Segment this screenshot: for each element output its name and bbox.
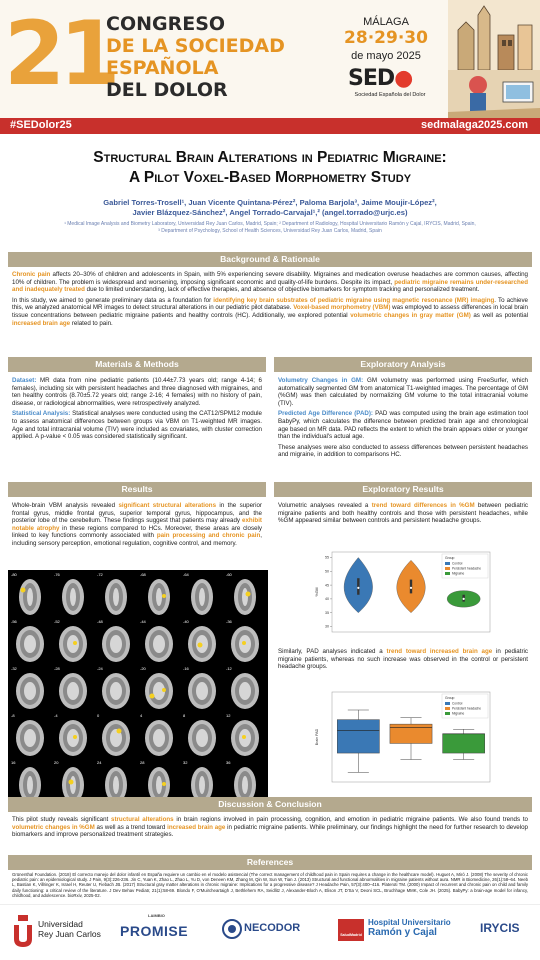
irycis-logo: IRYCIS [480,921,520,935]
exploratory-heading: Exploratory Analysis [274,357,532,372]
brain-slice [181,572,223,620]
brain-slice-image [95,572,137,618]
highlight: exhibit notable atrophy [12,517,262,532]
slice-label: -28 [54,666,60,671]
violin-median [463,598,465,600]
slice-label: -68 [140,572,146,577]
background-paragraph [12,271,528,294]
highlight: significant structural alterations [118,502,217,509]
keyword: Dataset: [12,377,37,384]
slice-label: -36 [226,619,232,624]
slice-label: 4 [140,713,143,718]
slice-label: -52 [54,619,60,624]
slice-label: -16 [183,666,189,671]
text-run: in these regions compared to HCs. Moreover, these areas are closely linked to key functions commonly associated with [12,524,262,540]
exploratory-text [278,377,528,459]
affiliation-line: ³ Department of Psychology, School of Health Sciences, Universidad Rey Juan Carlos, Madrid, Spain [158,227,382,234]
slice-label: -8 [11,713,15,718]
congress-line: DEL DOLOR [106,79,228,101]
brain-slice-image [52,666,94,712]
congress-line: ESPAÑOLA [106,57,219,79]
brain-slice [52,713,94,761]
background-text [12,271,528,327]
discussion-heading: Discussion & Conclusion [8,797,532,812]
slice-label: 28 [140,760,145,765]
authors [20,198,520,218]
text-run: Similarly, PAD analyses indicated a [278,648,387,655]
brain-slice [9,713,51,761]
box [443,734,485,753]
text-run: This pilot study reveals significant [12,816,112,823]
methods-paragraph [12,410,262,440]
text-run: related to pain. [70,319,113,327]
slice-label: -48 [97,619,103,624]
references-heading: References [8,855,532,870]
urjc-name [38,919,101,939]
hospital-name-line: Hospital Universitario [368,918,451,927]
y-tick-label: 30 [325,624,329,629]
y-axis-label: Brain PAD [315,728,319,746]
brain-slice-image [52,713,94,759]
box [337,720,379,753]
text-run: . To achieve this, we analyzed anatomical MR images to detect structural alterations in our pediatric pilot database. [12,296,528,312]
text-run: in pediatric migraine patients. While preliminary, our findings highlight the need for further research to develop biomarkers and improve personalized treatment strategies. [12,823,528,839]
urjc-crest-icon [12,915,34,949]
brain-slice-image [181,619,223,665]
methods-heading: Materials & Methods [8,357,266,372]
brain-slice-image [9,713,51,759]
brain-slice [95,666,137,714]
text-run: in brain regions involved in pain processing, cognition, and emotion in pediatric migraine patients. We also found trends to [173,816,528,823]
text-run: was employed to assess differences in local brain tissue concentrations between pediatric migraine patients and healthy controls (HC). Additionally, we explored potential [12,304,528,319]
sed-logo: SED● [348,66,413,91]
urjc-name-line: Rey Juan Carlos [38,929,101,939]
brain-slice [138,666,180,714]
hospital-name [368,918,451,938]
brain-slice-image [9,619,51,665]
brain-slice-image [181,713,223,759]
sed-subtitle: Sociedad Española del Dolor [354,92,426,98]
brain-slice-image [138,572,180,618]
text-run: MR data from nine pediatric patients (10.44±7.73 years old; range 4-14; 6 females), including six with persistent headaches and three diagnosed with migraines, and ten healthy controls (8.70±5.72 years old; range 2-16; 4 females) with no history of pain, disease, or radiological abnormalities, were retrospectively analyzed. [12,377,262,407]
legend-title: Group [445,556,455,560]
legend-swatch [445,712,450,715]
legend-swatch [445,702,450,705]
brain-slice-image [181,572,223,618]
poster-title [10,148,530,188]
slice-label: 8 [183,713,186,718]
violin-median [410,587,412,589]
brain-slice [224,713,266,761]
legend-label: Persistent headache [452,566,482,571]
brain-slice-image [224,713,266,759]
y-tick-label: 35 [325,610,329,615]
brain-slice-image [9,666,51,712]
laimbio-label: LAIMBIO [148,913,165,918]
website-link[interactable]: sedmalaga2025.com [420,119,528,131]
violin-iqr [410,580,412,594]
exp-results-text1 [278,502,528,525]
slice-label: -76 [54,572,60,577]
necodor-logo: NECODOR [244,922,301,934]
text-run: , including sensory perception, emotional regulation, cognitive control, and memory. [12,532,262,547]
keyword: Statistical Analysis: [12,410,71,418]
results-text [12,502,262,548]
highlight: Voxel-based morphometry (VBM) [293,304,391,312]
highlight: trend toward increased brain age [386,648,493,655]
urjc-name-line: Universidad [38,919,83,929]
methods-text [12,377,262,441]
highlight: increased brain age [167,823,226,831]
legend-swatch [445,562,450,565]
y-tick-label: 45 [325,583,329,588]
slice-label: -64 [183,572,189,577]
brain-slice [9,619,51,667]
legend-label: Migraine [452,711,465,716]
congress-city: MÁLAGA [363,16,409,28]
exploratory-paragraph [278,377,528,407]
hospital-name-line: Ramón y Cajal [368,927,437,938]
slice-label: -44 [140,619,146,624]
slice-label: -60 [226,572,232,577]
slice-label: 24 [97,760,102,765]
brain-slice [224,619,266,667]
brain-slice-image [138,619,180,665]
brain-slice [52,666,94,714]
highlight: pediatric migraine remains under-researched and inadequately treated [12,278,528,294]
congress-number: 21 [4,2,115,105]
text-run: as well as potential [470,311,529,319]
slice-label: 0 [97,713,100,718]
slice-label: -4 [54,713,58,718]
highlight: volumetric changes in gray matter (GM) [350,311,471,319]
slice-label: -40 [183,619,189,624]
background-paragraph [12,297,528,327]
slice-label: -72 [97,572,103,577]
brain-slice-image [138,666,180,712]
highlight: pain processing and chronic pain [156,532,261,540]
exp-results-heading: Exploratory Results [274,482,532,497]
malaga-illustration [448,0,540,118]
brain-slice-image [138,713,180,759]
box [390,724,432,743]
brain-slice [138,619,180,667]
brain-slice-image [224,666,266,712]
exp-results-paragraph [278,502,528,525]
results-heading: Results [8,482,266,497]
slice-label: 32 [183,760,188,765]
discussion-paragraph [12,816,528,839]
text-run: Volumetric analyses revealed a [278,502,372,509]
slice-label: -12 [226,666,232,671]
text-run: between pediatric migraine patients and both healthy controls and those with persistent headaches, while %GM appeared similar between controls and persistent headache groups. [278,502,529,525]
brain-slice-image [181,666,223,712]
background-heading: Background & Rationale [8,252,532,267]
legend-swatch [445,572,450,575]
slice-label: -32 [11,666,17,671]
brain-slice [224,572,266,620]
legend-swatch [445,567,450,570]
congress-month: de mayo 2025 [351,50,421,62]
y-axis-label: %GM [315,587,319,597]
text-run: Statistical analyses were conducted using the CAT12/SPM12 module to assess anatomical differences between groups via VBM on T1-weighted MR images. Age and total intracranial volume (TIV) were included as covariates, with cluster correction applied. A p-value < 0.05 was considered statistically significant. [12,410,262,441]
highlight: volumetric changes in %GM [12,823,95,831]
legend-label: Persistent headache [452,706,482,711]
brain-slice [95,572,137,620]
legend-label: Control [452,701,463,706]
text-run: Whole-brain VBM analysis revealed [12,502,119,509]
violin-iqr [357,578,359,595]
results-paragraph [12,502,262,548]
keyword: Volumetry Changes in GM: [278,377,364,384]
title-line: Structural Brain Alterations in Pediatric Migraine: [93,149,447,166]
highlight: Chronic pain [12,271,51,278]
slice-label: -20 [140,666,146,671]
affiliation-line: ¹ Medical Image Analysis and Biometry Laboratory, Universidad Rey Juan Carlos, Madrid, Spain; ² Department of Radiology, Hospital Universitario Ramón y Cajal, IRYCIS, Madrid, Spain, [64,221,476,227]
discussion-text [12,816,528,839]
brain-slice-image [9,572,51,618]
brain-slice [52,572,94,620]
hashtag-bar [0,118,540,134]
highlight: identifying key brain substrates of pediatric migraine using magnetic resonance (MR) imaging [213,296,495,304]
brain-slice-image [95,713,137,759]
slice-label: 16 [11,760,16,765]
references-text: Grünenthal Foundation. (2018) El correcto manejo del dolor infantil en España requiere un cambio en el modelo asistencial (The correct management of childhood pain in Spain requires a change in the healthcare model). Huguet A, Miró J. (2008) The severity of chronic pediatric pain: an epidemiological study. J Pain, 9(3):226-236. Jin C, Yuan K, Zhao L, Zhao L, Yu D, von Deneen KM, Zhang M, Qin W, Sun W, Tian J. (2013) Structural and functional abnormalities in migraine patients without aura. NMR in Biomedicine, 26(1):58–64. Neeb L, Bastian K, Villringer K, Israel H, Reuter U, Fiebach JB. (2017) Structural gray matter alterations in chronic migraine: Implications for a progressive disease? J Headache Pain, 57(3):400–416. Plateroti TM. (2000) Impact of recurrent and chronic pain on child and family daily functioning: a critical review of the literature. J Dev Behav Pediatr, 21(1):58-69. Blondo F, O'Muircheartaigh J, Bethlehem RA, Seidlitz J, Alexander-Bloch A, Elison JT, D'Sa V, Deoni SCL, Bruchhage MMK, Cole JH. (2025). BabyPy: a brain-age model for infancy, childhood, and adolescence. bioRxiv, 2025-02. [12,872,528,898]
exp-results-text2 [278,648,528,671]
brain-slice [181,713,223,761]
brain-slice-image [224,572,266,618]
exploratory-paragraph: These analyses were also conducted to assess differences between persistent headaches and migraine, in addition to comparisons HC. [278,443,528,459]
brain-slice-image [224,619,266,665]
text-run: in the superior frontal gyrus, middle frontal gyrus, superior temporal gyrus, hippocampus, and the posterior lobe of the cerebellum. These findings suggest that patients may already [12,502,262,525]
brain-slice [181,666,223,714]
text-run: PAD was computed using the brain age estimation tool BabyPy, which calculates the difference between predicted brain age and chronological age based on MR data. PAD reflects the extent to which the brain appears older or younger than the individual's actual age. [278,410,528,441]
brain-slice [9,572,51,620]
brain-slice [52,619,94,667]
legend-label: Migraine [452,571,465,576]
brain-slice [138,713,180,761]
slice-label: -56 [11,619,17,624]
brain-slice-image [95,619,137,665]
y-tick-label: 55 [325,555,329,560]
legend-label: Control [452,561,463,566]
brain-slice-image [52,572,94,618]
brain-slice [224,666,266,714]
text-run: In this study, we aimed to generate preliminary data as a foundation for [12,296,214,304]
y-tick-label: 40 [325,597,329,602]
exploratory-paragraph [278,410,528,440]
text-run: as well as a trend toward [94,823,168,831]
brain-slice [95,619,137,667]
keyword: Predicted Age Difference (PAD): [278,410,373,418]
slice-label: -24 [97,666,103,671]
text-run: affects 20–30% of children and adolescents in Spain, with 5% experiencing severe disability. Migraines and medication overuse headaches are common causes, affecting 10% of children. The problem is widespread and worsening, imposing significant economic and quality-of-life burdens. Despite its impact, [12,271,528,286]
brain-slice-image [52,619,94,665]
title-line: A Pilot Voxel-Based Morphometry Study [128,169,412,186]
text-run: GM volumetry was performed using FreeSurfer, which automatically segmented GM from anatomical T1-weighted images. The percentage of GM (%GM) was then calculated by normalizing GM volume to the total intracranial volume (TIV). [278,377,528,407]
exp-results-paragraph [278,648,528,671]
author-line: Javier Blázquez-Sánchez², Angel Torrado-Carvajal¹,² (angel.torrado@urjc.es) [132,208,408,217]
sponsor-logos [0,904,540,960]
promise-logo: PROMISE [120,923,189,939]
saludmadrid-logo: SaludMadrid [338,919,364,941]
header-banner [0,0,540,118]
slice-label: -80 [11,572,17,577]
slice-label: 20 [54,760,59,765]
violin-median [357,587,359,589]
highlight: structural alterations [111,816,174,823]
slice-label: 12 [226,713,231,718]
brain-slice-image [95,666,137,712]
highlight: increased brain age [12,319,71,327]
methods-paragraph [12,377,262,407]
text-run: due to limited understanding, lack of effective therapies, and absence of objective biomarkers for symptom tracking and personalized treatment. [84,286,480,294]
congress-line: DE LA SOCIEDAD [106,35,285,57]
urjc-logo [12,915,34,954]
author-line: Gabriel Torres-Trosell¹, Juan Vicente Quintana-Pérez², Paloma Barjola³, Jaime Moujir-López², [103,198,437,207]
y-tick-label: 50 [325,569,329,574]
congress-line: CONGRESO [106,13,226,35]
legend-swatch [445,707,450,710]
vbm-brain-slices [8,570,268,808]
brain-slice [181,619,223,667]
brain-slice [95,713,137,761]
congress-dates: 28·29·30 [344,28,428,48]
pad-box-plot [310,686,500,790]
slice-label: 36 [226,760,231,765]
brain-slice [9,666,51,714]
hashtag: #SEDolor25 [10,119,72,131]
affiliations [20,221,520,234]
legend-title: Group [445,696,455,700]
gm-violin-plot [310,544,500,644]
text-run: in pediatric migraine patients, whereas no such increase was observed in the control or persistent headache groups. [278,648,528,671]
highlight: trend toward differences in %GM [371,502,475,509]
necodor-icon [222,919,242,939]
brain-slice [138,572,180,620]
